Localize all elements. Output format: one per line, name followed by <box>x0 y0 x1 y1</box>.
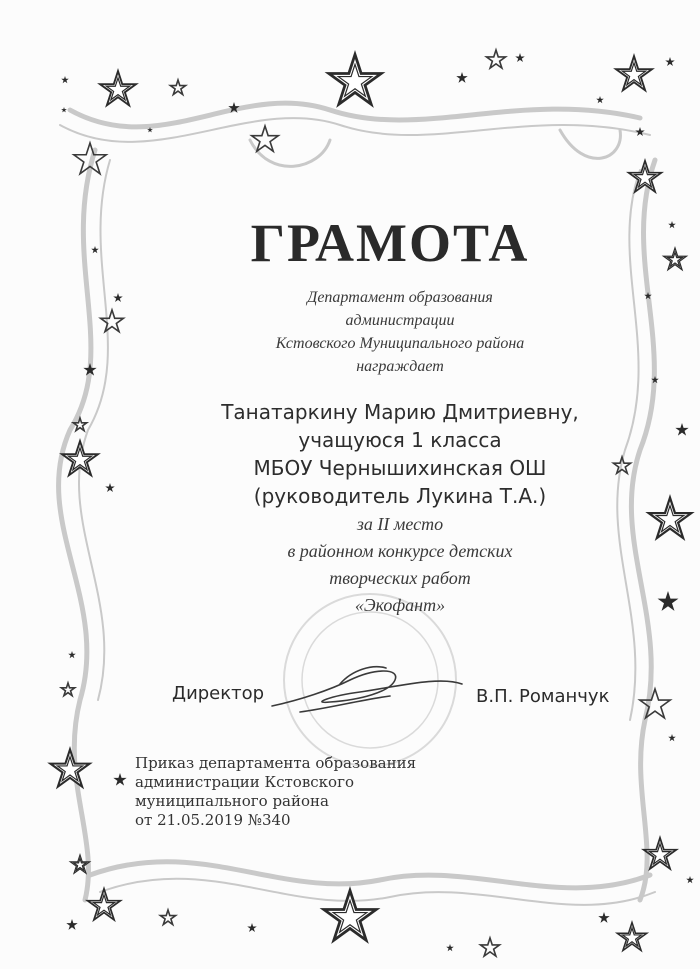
star-icon <box>105 483 115 492</box>
star-icon <box>113 293 123 302</box>
award-block <box>180 511 620 619</box>
star-icon <box>596 96 604 103</box>
recipient-supervisor: (руководитель Лукина Т.А.) <box>253 484 547 508</box>
stamp-seal <box>284 594 456 766</box>
issuer-line-2: администрации <box>345 312 455 329</box>
star-icon <box>515 53 525 62</box>
star-icon <box>61 76 69 83</box>
star-icon <box>665 57 675 66</box>
star-icon <box>68 651 76 658</box>
order-line-2: администрации Кстовского <box>135 773 354 791</box>
order-line-1: Приказ департамента образования <box>135 754 417 772</box>
star-icon <box>66 919 77 930</box>
star-icon <box>668 734 676 741</box>
star-icon <box>486 50 505 68</box>
star-icon <box>658 591 679 611</box>
star-icon <box>480 938 499 956</box>
award-contest-2: творческих работ <box>329 568 471 588</box>
recipient-name: Танатаркину Марию Дмитриевну, <box>221 400 579 424</box>
star-icon <box>160 910 175 924</box>
star-icon <box>101 310 124 332</box>
issuer-line-4: награждает <box>356 358 444 375</box>
director-label: Директор <box>172 683 265 704</box>
order-line-4: от 21.05.2019 №340 <box>135 811 291 829</box>
award-place: за II место <box>356 514 444 534</box>
award-contest: в районном конкурсе детских <box>287 541 513 561</box>
order-block <box>135 754 416 830</box>
issuer-line-3: Кстовского Муниципального района <box>275 335 525 352</box>
director-name: В.П. Романчук <box>476 686 610 707</box>
star-icon <box>61 683 74 696</box>
award-contest-name: «Экофант» <box>354 595 446 615</box>
issuer-line-1: Департамент образования <box>307 289 493 306</box>
star-icon <box>247 923 257 932</box>
recipient-grade: учащуюся 1 класса <box>298 428 502 452</box>
star-icon <box>170 80 185 94</box>
star-icon <box>456 72 467 83</box>
certificate-title: ГРАМОТА <box>250 213 530 273</box>
star-icon <box>675 423 688 436</box>
recipient-school: МБОУ Чернышихинская ОШ <box>253 456 547 480</box>
star-icon <box>598 912 609 923</box>
star-icon <box>446 944 454 951</box>
recipient-block <box>160 398 640 510</box>
order-line-3: муниципального района <box>135 792 329 810</box>
star-icon <box>61 107 67 112</box>
star-icon <box>686 876 694 883</box>
star-icon <box>113 773 126 786</box>
issuer-block <box>200 286 600 378</box>
